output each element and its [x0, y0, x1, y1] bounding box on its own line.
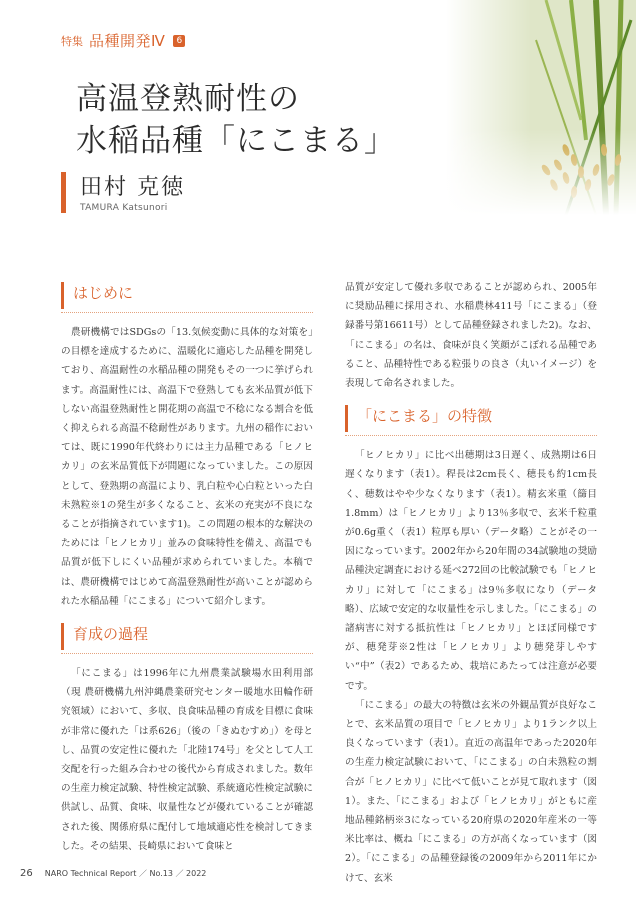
feature-paragraph: 「にこまる」の最大の特徴は玄米の外観品質が良好なことで、玄米品質の項目で「ヒノヒカリ」より1ランク以上良くなっています（表1）。直近の高温年であった2020年の生産力検定試験において、「にこまる」の白未熟粒の割合が「ヒノヒカリ」に比べて低いことが見て取れます（図1）。また、「にこまる」および「ヒノヒカリ」がともに産地品種銘柄※3になっている20府県の2020年産米の一等米比率は、概ね「にこまる」の方が高くなっています（図2）。「にこまる」の品種登録後の2009年から2011年にかけて、玄米 [345, 699, 597, 884]
section-heading-intro [61, 282, 313, 313]
series-title: 品種開発Ⅳ [89, 32, 166, 50]
rice-plant-photo [446, 0, 636, 215]
left-column [61, 282, 313, 856]
section-heading-features [345, 405, 597, 436]
journal-info: NARO Technical Report ／ No.13 ／ 2022 [44, 869, 207, 878]
author-romanized: TAMURA Katsunori [80, 203, 168, 213]
heading-accent-bar [61, 623, 64, 650]
heading-label: 「にこまる」の特徴 [357, 407, 493, 426]
article-title [76, 78, 396, 162]
title-line-1: 高温登熟耐性の [76, 81, 300, 117]
continued-paragraph: 品質が安定して優れ多収であることが認められ、2005年に奨励品種に採用され、水稲農林411号「にこまる」（登録番号第16611号）として品種登録されました2)。なお、「にこまる」の名は、食味が良く笑顔がこぼれる品種であること、品種特性である粒張りの良さ（丸いイメージ）を表現して命名されました。 [345, 282, 597, 390]
title-line-2: 水稲品種「にこまる」 [76, 123, 396, 159]
heading-rule [61, 312, 313, 313]
breeding-paragraph: 「にこまる」は1996年に九州農業試験場水田利用部（現 農研機構九州沖縄農業研究センター暖地水田輪作研究領域）において、多収、良食味品種の育成を目標に食味が非常に優れた「は系626」（後の「きぬむすめ」）を母とし、品質の安定性に優れた「北陸174号」を父として人工交配を行った組み合わせの後代から育成されました。数年の生産力検定試験、特性検定試験、系統適応性検定試験に供試し、品質、食味、収量性などが優れていることが確認された後、関係府県に配付して地域適応性を検討してきました。その結果、長崎県において食味と [61, 668, 313, 852]
feature-header [61, 30, 185, 51]
feature-tag: 特集 [61, 34, 83, 48]
heading-rule [345, 435, 597, 436]
page-footer [20, 868, 206, 879]
author-accent-bar [61, 172, 66, 213]
right-column [345, 278, 597, 888]
heading-label: はじめに [73, 284, 134, 302]
heading-rule [61, 653, 313, 654]
author-name: 田村 克徳 [80, 175, 185, 200]
heading-accent-bar [345, 405, 348, 432]
intro-paragraph: 農研機構ではSDGsの「13.気候変動に具体的な対策を」の目標を達成するために、温暖化に適応した品種を開発しており、高温耐性の水稲品種の開発もその一つに挙げられます。高温耐性には、高温下で登熟しても玄米品質が低下しない高温登熟耐性と開花期の高温で不稔になる割合を低く抑えられる高温不稔耐性があります。九州の稲作においては、既に1990年代終わりには主力品種である「ヒノヒカリ」の玄米品質低下が問題になっていました。この原因として、登熟期の高温により、乳白粒や心白粒といった白未熟粒※1の発生が多くなること、玄米の充実が不良になることが指摘されています1)。この問題の根本的な解決のためには「ヒノヒカリ」並みの食味特性を備え、高温でも品質が低下しにくい品種が求められていました。本稿では、農研機構ではじめて高温登熟耐性が高いことが認められた水稲品種「にこまる」について紹介します。 [61, 327, 313, 607]
heading-label: 育成の過程 [73, 625, 149, 644]
feature-paragraph: 「ヒノヒカリ」に比べ出穂期は3日遅く、成熟期は6日遅くなります（表1）。稈長は2cm長く、穂長も約1cm長く、穂数はやや少なくなります（表1）。精玄米重（篩目1.8mm）は「ヒノヒカリ」より13％多収で、玄米千粒重が0.6g重く（表1）粒厚も厚い（データ略）ことがその一因になっています。2002年から20年間の34試験地の奨励品種決定調査における延べ272回の比較試験でも「ヒノヒカリ」に対して「にこまる」は9％多収になり（データ略）、広域で安定的な収量性を示しました。「にこまる」の諸病害に対する抵抗性は「ヒノヒカリ」とほぼ同様ですが、穂発芽※2性は「ヒノヒカリ」より穂発芽しやすい“中”（表2）であるため、栽培にあたっては注意が必要です。 [345, 450, 597, 692]
section-heading-breeding [61, 623, 313, 654]
heading-accent-bar [61, 282, 64, 309]
article-number-badge: 6 [173, 35, 185, 47]
page-number: 26 [20, 868, 33, 879]
